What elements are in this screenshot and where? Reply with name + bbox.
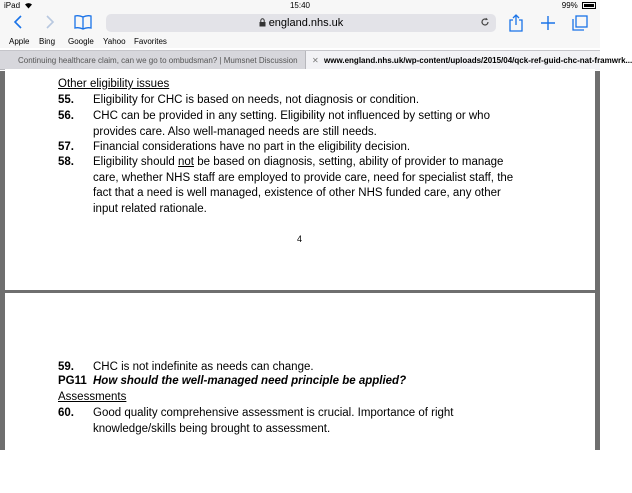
tabs-icon[interactable] <box>572 14 592 32</box>
item-text: CHC can be provided in any setting. Eligibility not influenced by setting or who provides care. Also well-managed needs are still needs. <box>93 110 490 138</box>
battery-icon <box>582 2 596 9</box>
address-text: england.nhs.uk <box>268 17 344 29</box>
item-text: Eligibility for CHC is based on needs, not diagnosis or condition. <box>93 94 420 106</box>
lock-icon <box>259 18 266 27</box>
reload-icon[interactable] <box>480 14 490 32</box>
browser-toolbar <box>0 12 600 34</box>
chevron-left-icon[interactable] <box>8 14 28 32</box>
item-number: 56. <box>58 110 74 122</box>
pg-question: How should the well-managed need principle be applied? <box>93 375 407 387</box>
section-heading: Other eligibility issues <box>58 78 170 90</box>
item-text-part: Eligibility should <box>93 156 179 168</box>
tab-nhs-pdf[interactable] <box>305 51 632 70</box>
item-text-part: be based on diagnosis, setting, ability of provider to manage care, whether NHS staff are employed to provide care, need for specialist staff, the fact that a need is well managed, existence of other NHS funded care, any other input related rationale. <box>93 156 514 215</box>
item-number: 57. <box>58 141 74 153</box>
bookmarks-bar <box>0 34 600 48</box>
plus-icon[interactable] <box>540 14 560 32</box>
clock: 15:40 <box>289 1 311 10</box>
tab-bar <box>0 50 632 70</box>
item-text: CHC is not indefinite as needs can change. <box>93 361 314 373</box>
device-name: iPad <box>4 1 21 10</box>
pg-code: PG11 <box>58 375 87 387</box>
share-icon[interactable] <box>508 14 528 32</box>
bookmark-google[interactable]: Google <box>68 37 94 46</box>
item-text <box>93 155 523 217</box>
bookmark-favorites[interactable]: Favorites <box>134 37 167 46</box>
tab-label: Continuing healthcare claim, can we go to ombudsman? | Mumsnet Discussion <box>18 56 298 65</box>
item-number: 60. <box>58 407 74 419</box>
battery-percent: 99% <box>561 1 578 10</box>
page-number: 4 <box>297 234 303 244</box>
bookmark-yahoo[interactable]: Yahoo <box>103 37 126 46</box>
section-heading: Assessments <box>58 391 127 403</box>
pdf-page <box>5 293 595 493</box>
list-item <box>58 406 528 438</box>
pdf-page <box>5 69 595 290</box>
list-item <box>58 93 528 109</box>
close-icon[interactable]: ✕ <box>312 56 319 65</box>
tab-mumsnet[interactable] <box>0 51 305 70</box>
battery-status <box>562 1 596 10</box>
status-bar <box>0 0 600 12</box>
address-bar[interactable] <box>106 14 496 32</box>
practice-guidance-question <box>58 375 528 391</box>
list-item <box>58 155 528 219</box>
bookmark-apple[interactable]: Apple <box>9 37 30 46</box>
item-text: Financial considerations have no part in the eligibility decision. <box>93 141 411 153</box>
item-text-emphasis: not <box>178 156 195 168</box>
pdf-viewer[interactable] <box>0 71 600 450</box>
tab-label: www.england.nhs.uk/wp-content/uploads/2015/04/qck-ref-guid-chc-nat-framwrk... <box>324 56 632 65</box>
chevron-right-icon[interactable] <box>40 14 60 32</box>
bookmark-bing[interactable]: Bing <box>39 37 56 46</box>
item-text: Good quality comprehensive assessment is crucial. Importance of right knowledge/skills being brought to assessment. <box>93 407 454 435</box>
item-number: 58. <box>58 156 74 168</box>
item-number: 55. <box>58 94 74 106</box>
item-number: 59. <box>58 361 74 373</box>
book-icon[interactable] <box>72 14 94 32</box>
list-item <box>58 360 528 376</box>
list-item <box>58 140 528 156</box>
list-item <box>58 109 528 141</box>
